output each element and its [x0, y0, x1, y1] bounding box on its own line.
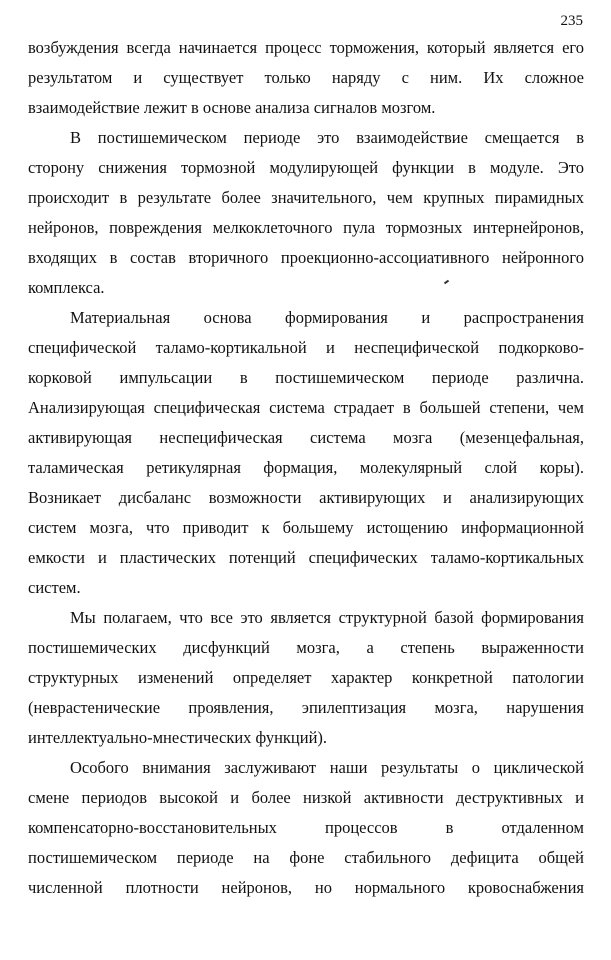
text-line: активирующая неспецифическая система мозга (мезенцефальная,: [28, 428, 584, 447]
text-line: специфической таламо-кортикальной и неспецифической подкорково-: [28, 338, 584, 357]
text-line: таламическая ретикулярная формация, молекулярный слой коры).: [28, 458, 584, 477]
page-number: 235: [560, 13, 583, 29]
text-line: Мы полагаем, что все это является структурной базой формирования: [70, 608, 584, 627]
text-line: систем мозга, что приводит к большему истощению информационной: [28, 518, 584, 537]
text-line: численной плотности нейронов, но нормального кровоснабжения: [28, 878, 584, 897]
text-line: компенсаторно-восстановительных процессов в отдаленном: [28, 818, 584, 837]
text-line: Особого внимания заслуживают наши результаты о циклической: [70, 758, 584, 777]
text-line: результатом и существует только наряду с ним. Их сложное: [28, 68, 584, 87]
text-line: емкости и пластических потенций специфических таламо-кортикальных: [28, 548, 584, 567]
text-line: Анализирующая специфическая система страдает в большей степени, чем: [28, 398, 584, 417]
text-line: структурных изменений определяет характер конкретной патологии: [28, 668, 584, 687]
text-line: комплекса.: [28, 278, 105, 297]
text-line: Материальная основа формирования и распространения: [70, 308, 584, 327]
text-line: происходит в результате более значительного, чем крупных пирамидных: [28, 188, 584, 207]
text-line: (неврастенические проявления, эпилептизация мозга, нарушения: [28, 698, 584, 717]
text-line: В постишемическом периоде это взаимодействие смещается в: [70, 128, 584, 147]
text-line: смене периодов высокой и более низкой активности деструктивных и: [28, 788, 584, 807]
text-line: сторону снижения тормозной модулирующей функции в модуле. Это: [28, 158, 584, 177]
text-line: систем.: [28, 578, 81, 597]
text-line: нейронов, повреждения мелкоклеточного пула тормозных интернейронов,: [28, 218, 584, 237]
text-line: интеллектуально-мнестических функций).: [28, 728, 328, 747]
text-line: постишемическом периоде на фоне стабильного дефицита общей: [28, 848, 584, 867]
text-line: взаимодействие лежит в основе анализа сигналов мозгом.: [28, 98, 436, 117]
text-line: корковой импульсации в постишемическом периоде различна.: [28, 368, 584, 387]
text-line: постишемических дисфункций мозга, а степень выраженности: [28, 638, 584, 657]
text-line: входящих в состав вторичного проекционно-ассоциативного нейронного: [28, 248, 584, 267]
text-line: Возникает дисбаланс возможности активирующих и анализирующих: [28, 488, 584, 507]
text-line: возбуждения всегда начинается процесс торможения, который является его: [28, 38, 584, 57]
